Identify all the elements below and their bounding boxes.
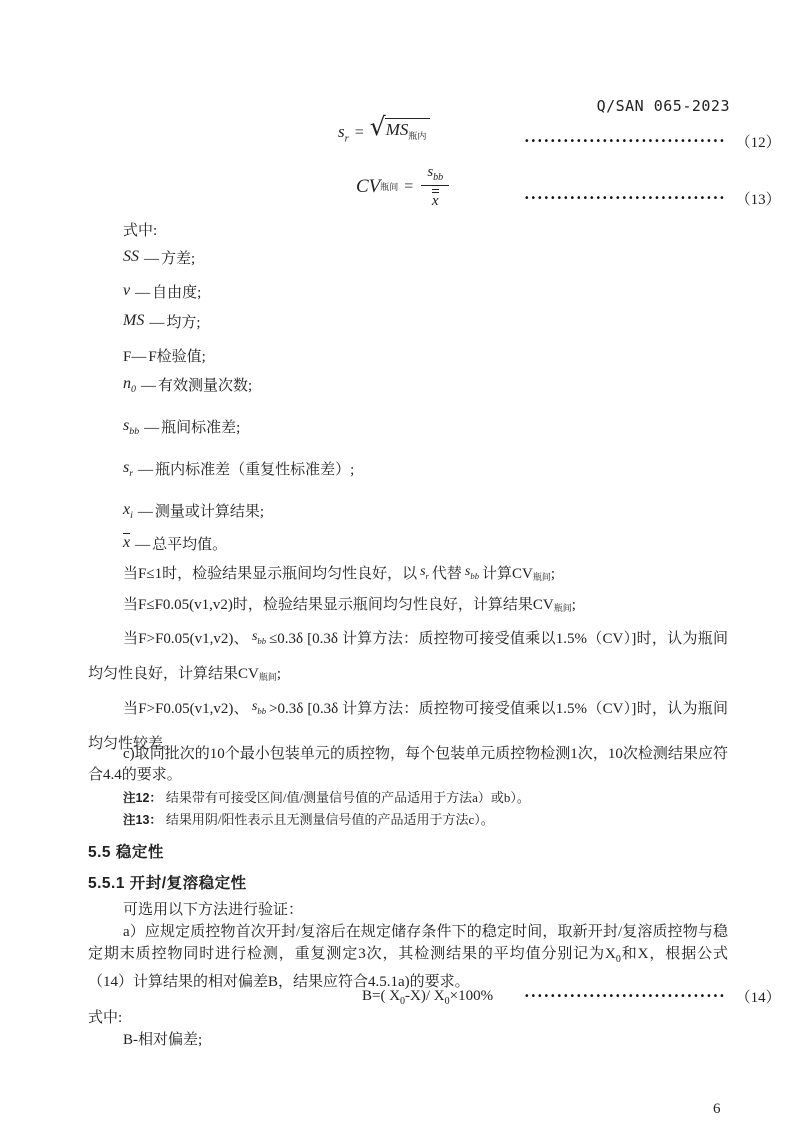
doc-code: Q/SAN 065-2023 [596,97,730,115]
paragraph-c: c)取同批次的10个最小包装单元的质控物，每个包装单元质控物检测1次，10次检测结果应符合4.4的要求。 [88,746,728,783]
page-number: 6 [713,1101,721,1117]
definition-ss: SS — 方差; [123,248,196,267]
formula-number-14: （14） [735,989,781,1006]
s-bb-symbol: $s_{bb}$ [251,629,267,646]
leader-14 [524,986,781,1006]
dotted-leader: ••••••••••••••••••••••••••••••• [524,990,726,1002]
formula-number-12: （12） [735,134,781,151]
fraction: $\frac{s_{bb}}{x}$ [421,164,449,210]
definition-sr: $s_r$ — 瓶内标准差（重复性标准差）; [123,459,355,480]
paragraph-f-le-f005: 当F≤F0.05(v1,v2)时，检验结果显示瓶间均匀性良好，计算结果CV瓶间; [123,597,576,613]
paragraph-b-definition: B-相对偏差; [123,1032,203,1048]
where-label: 式中: [123,223,158,239]
note-label: 注13： [123,813,162,827]
paragraph-f-gt-sbb-le: 当F>F0.05(v1,v2)、 $s_{bb} \le 0.3\delta$ [0.3δ 计算方法：质控物可接受值乘以1.5%（CV）]时，认为瓶间均匀性良好，计算结果CV瓶间; [88,629,728,682]
s-r-symbol: $s_r$ [338,122,349,145]
sqrt-radical: √ $MS_{瓶内}$ [370,118,431,142]
heading-5-5: 5.5 稳定性 [88,844,164,861]
definition-f: F— F检验值; [123,349,206,365]
x-double-bar-symbol: x [431,192,439,209]
formula-12: $s_r$ = √ $MS_{瓶内}$ [338,118,430,144]
x-bar-symbol: x [123,534,131,551]
formula-14: B=( $X_0-X)/$ $X_0\times 100\%$ [362,988,494,1007]
definition-ms: MS — 均方; [123,312,201,331]
where-label: 式中: [88,1010,123,1026]
formula-number-13: （13） [735,191,781,208]
cv-symbol: CV [356,175,381,197]
leader-12 [524,131,781,151]
note-12: 注12： 结果带有可接受区间/值/测量信号值的产品适用于方法a）或b）。 [123,790,530,805]
paragraph-a: a）应规定质控物首次开封/复溶后在规定储存条件下的稳定时间，取新开封/复溶质控物与稳定期末质控物同时进行检测，重复测定3次，其检测结果的平均值分别记为$X_0$和X，根据公式（14）计算结果的相对偏差B，结果应符合4.5.1a)的要求。 [88,924,728,990]
dotted-leader: ••••••••••••••••••••••••••••••• [524,192,726,204]
definition-v: v — 自由度; [123,282,202,301]
definition-sbb: $s_{bb}$ — 瓶间标准差; [123,417,241,438]
definition-n0: $n_0$ — 有效测量次数; [123,375,253,396]
definition-xbar: x — 总平均值。 [123,534,228,553]
formula-13: CV 瓶间 = $\frac{s_{bb}}{x}$ [356,164,451,210]
s-bb-symbol: $s_{bb}$ [464,564,480,581]
note-label: 注12： [123,791,162,805]
paragraph-f-le-1: 当F≤1时，检验结果显示瓶间均匀性良好，以 $s_r$ 代替 $s_{bb}$ 计算CV瓶间; [123,564,556,582]
radical-sign-icon: √ [369,112,386,141]
definition-xi: $x_i$ — 测量或计算结果; [123,501,265,522]
dotted-leader: ••••••••••••••••••••••••••••••• [524,135,726,147]
s-bb-symbol: $s_{bb}$ [251,699,267,716]
note-13: 注13： 结果用阴/阳性表示且无测量信号值的产品适用于方法c）。 [123,812,494,827]
leader-13 [524,188,781,208]
heading-5-5-1: 5.5.1 开封/复溶稳定性 [88,875,247,892]
s-r-symbol: $s_r$ [420,564,429,581]
paragraph-verify: 可选用以下方法进行验证： [123,902,304,918]
paragraph-f-gt-sbb-gt: 当F>F0.05(v1,v2)、 $s_{bb} >0.3\delta$ [0.3δ 计算方法：质控物可接受值乘以1.5%（CV）]时，认为瓶间均匀性较差。 [88,699,728,752]
